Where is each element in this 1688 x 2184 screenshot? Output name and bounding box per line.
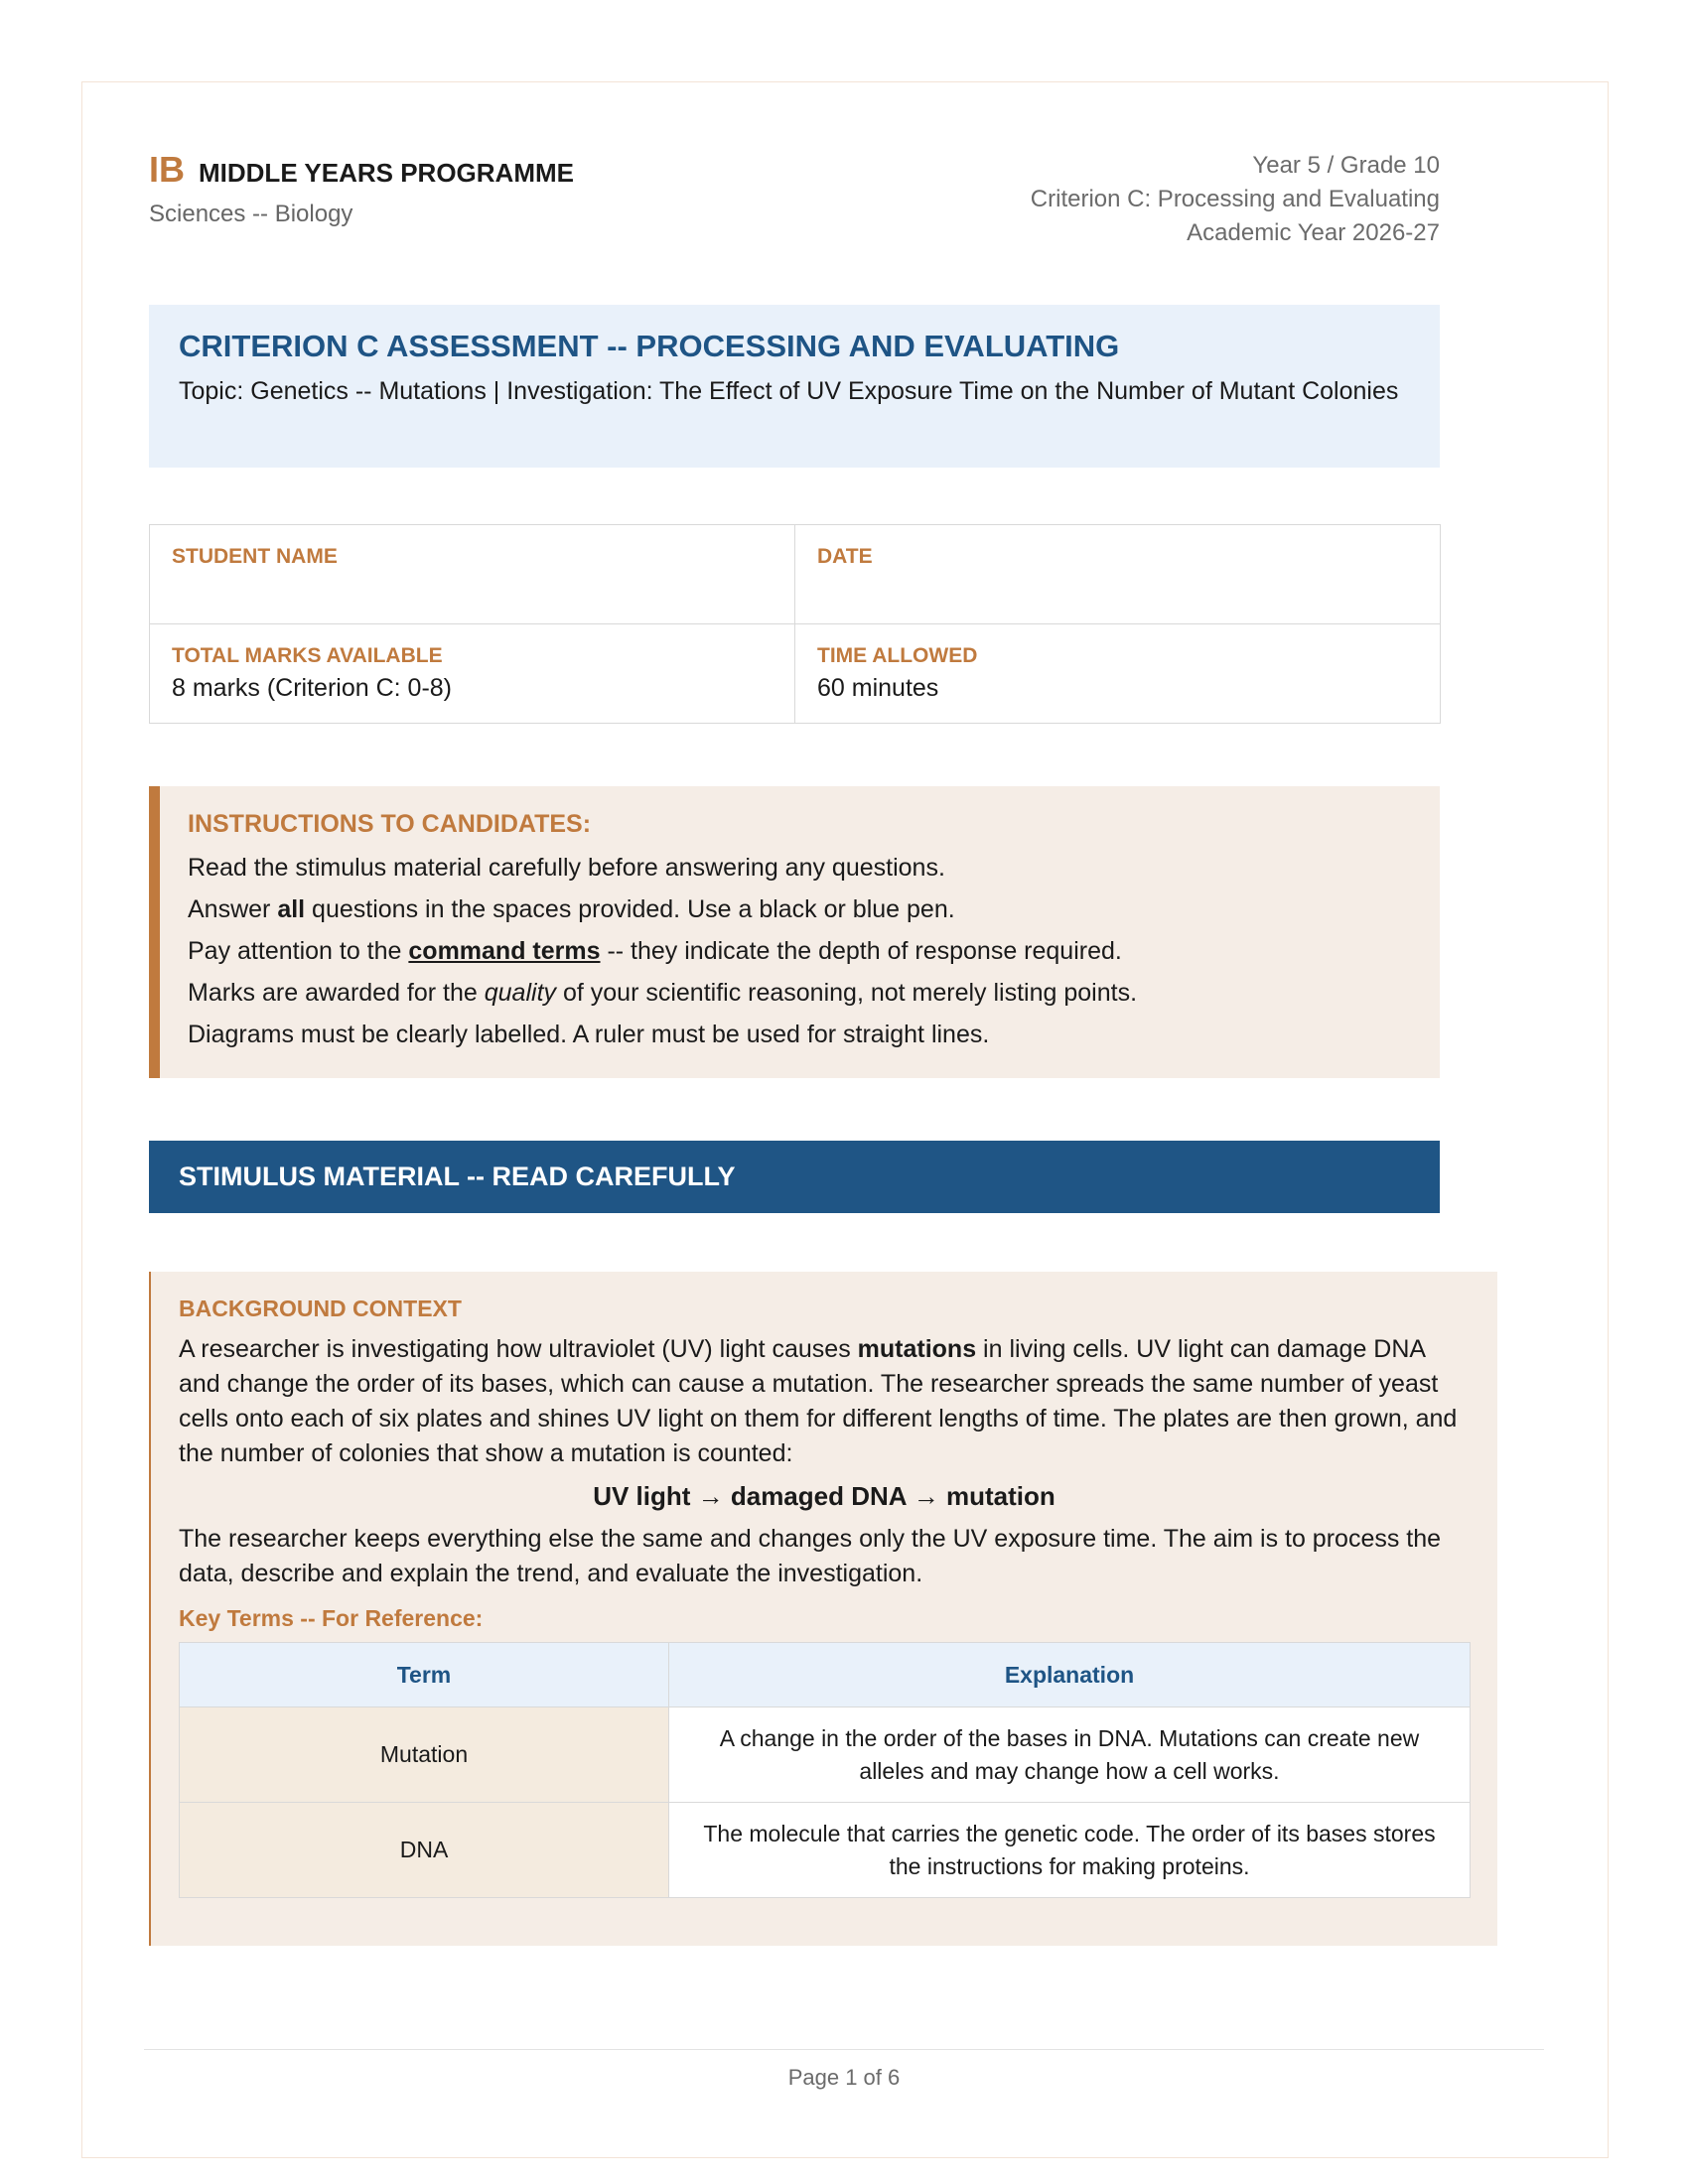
term-cell: DNA [180,1803,669,1898]
key-terms-heading: Key Terms -- For Reference: [179,1605,484,1631]
student-name-label: STUDENT NAME [172,545,338,568]
context-paragraph: The researcher keeps everything else the same and changes only the UV exposure time. The aim is to process the data, describe and explain the trend, and evaluate the investigation. [179,1525,1442,1587]
topic-line: Topic: Genetics -- Mutations | Investigation: The Effect of UV Exposure Time on the Number of Mutant Colonies [179,377,1399,405]
instruction-text: Answer [188,895,278,923]
criterion-label: Criterion C: Processing and Evaluating [1030,186,1440,212]
assessment-title-box [149,305,1440,468]
term-cell: Mutation [180,1707,669,1803]
assessment-title: CRITERION C ASSESSMENT -- PROCESSING AND EVALUATING [179,329,1120,363]
instruction-line [188,930,1412,972]
term-column-header: Term [180,1643,669,1707]
explanation-cell: The molecule that carries the genetic code. The order of its bases stores the instructions for making proteins. [669,1803,1471,1898]
instructions-box [149,786,1440,1078]
instruction-line [188,888,1412,930]
instruction-text: questions in the spaces provided. Use a black or blue pen. [305,895,955,923]
total-marks-value: 8 marks (Criterion C: 0-8) [172,674,452,702]
background-context-box [149,1272,1497,1946]
footer-divider [144,2049,1544,2050]
instructions-heading: INSTRUCTIONS TO CANDIDATES: [188,810,592,838]
instruction-text: of your scientific reasoning, not merely listing points. [556,979,1138,1007]
instruction-emphasis: quality [484,979,557,1007]
programme-name: MIDDLE YEARS PROGRAMME [199,158,574,188]
instruction-emphasis: all [277,895,306,923]
key-terms-table [179,1642,1471,1898]
instruction-line [188,972,1412,1014]
time-allowed-label: TIME ALLOWED [817,644,978,667]
page-number: Page 1 of 6 [787,2065,901,2090]
document-header [149,149,1440,258]
instruction-line: Diagrams must be clearly labelled. A ruler must be used for straight lines. [188,1021,990,1048]
student-info-table [149,524,1441,724]
student-name-cell[interactable] [150,525,795,624]
context-text: in living cells. UV light can damage DNA and change the order of its bases, which can cause a mutation. The researcher spreads the same number of yeast cells onto each of six plates and shines UV light on them for different lengths of time. The plates are then grown, and the number of colonies that show a mutation is counted: [179,1335,1458,1467]
context-text: A researcher is investigating how ultraviolet (UV) light causes [179,1335,858,1363]
subject: Sciences -- Biology [149,201,353,227]
context-heading: BACKGROUND CONTEXT [179,1296,462,1321]
ib-logo: IB [149,149,185,190]
time-allowed-cell [795,624,1441,724]
date-label: DATE [817,545,873,568]
year-grade: Year 5 / Grade 10 [1252,152,1440,179]
context-emphasis: mutations [857,1335,977,1363]
academic-year: Academic Year 2026-27 [1187,219,1440,246]
date-cell[interactable] [795,525,1441,624]
instruction-text: -- they indicate the depth of response required. [600,937,1122,965]
instruction-text: Marks are awarded for the [188,979,485,1007]
header-meta [1031,149,1440,250]
table-row [180,1707,1471,1803]
context-paragraph [179,1332,1470,1471]
instruction-emphasis: command terms [408,937,601,965]
instruction-line: Read the stimulus material carefully before answering any questions. [188,854,945,882]
total-marks-label: TOTAL MARKS AVAILABLE [172,644,443,667]
process-equation: UV light → damaged DNA → mutation [593,1481,1055,1511]
explanation-column-header: Explanation [669,1643,1471,1707]
stimulus-section-bar: STIMULUS MATERIAL -- READ CAREFULLY [149,1141,1440,1213]
total-marks-cell [150,624,795,724]
time-allowed-value: 60 minutes [817,674,939,702]
table-row [180,1803,1471,1898]
explanation-cell: A change in the order of the bases in DNA. Mutations can create new alleles and may change how a cell works. [669,1707,1471,1803]
instruction-text: Pay attention to the [188,937,409,965]
